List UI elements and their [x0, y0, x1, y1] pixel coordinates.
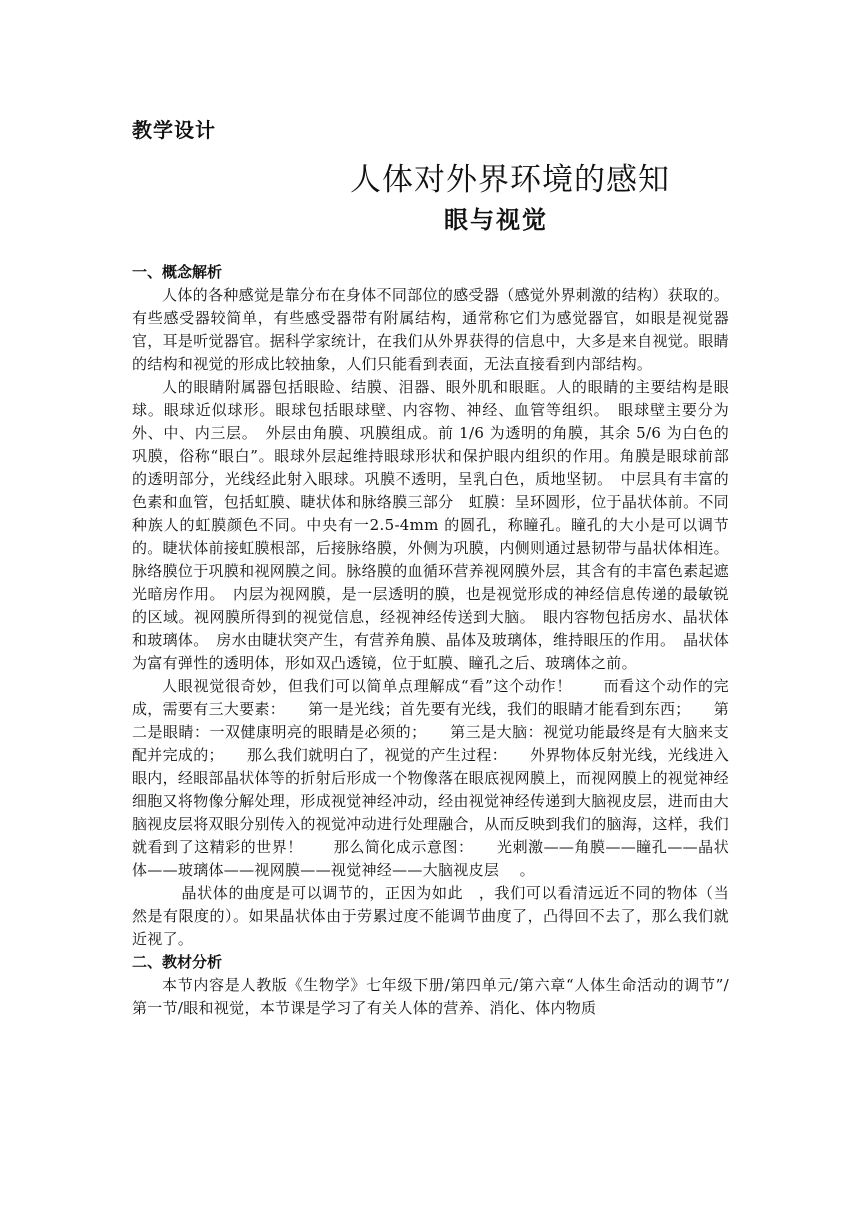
paragraph-eye-structure: 人的眼睛附属器包括眼睑、结膜、泪器、眼外肌和眼眶。人的眼睛的主要结构是眼球。眼球近似球形。眼球包括眼球壁、内容物、神经、血管等组织。 眼球壁主要分为外、中、内三层。 外层由角膜、巩膜组成。前 1/6 为透明的角膜，其余 5/6 为白色的巩膜，俗称“眼白”。眼球外层起维持眼球形状和保护眼内组织的作用。角膜是眼球前部的透明部分，光线经此射入眼球。巩膜不透明，呈乳白色，质地坚韧。 中层具有丰富的色素和血管，包括虹膜、睫状体和脉络膜三部分 虹膜：呈环圆形，位于晶状体前。不同种族人的虹膜颜色不同。中央有一2.5-4mm 的圆孔，称瞳孔。瞳孔的大小是可以调节的。睫状体前接虹膜根部，后接脉络膜，外侧为巩膜，内侧则通过悬韧带与晶状体相连。脉络膜位于巩膜和视网膜之间。脉络膜的血循环营养视网膜外层，其含有的丰富色素起遮光暗房作用。 内层为视网膜，是一层透明的膜，也是视觉形成的神经信息传递的最敏锐的区域。视网膜所得到的视觉信息，经视神经传送到大脑。 眼内容物包括房水、晶状体和玻璃体。 房水由睫状突产生，有营养角膜、晶体及玻璃体，维持眼压的作用。 晶状体为富有弹性的透明体，形如双凸透镜，位于虹膜、瞳孔之后、玻璃体之前。	[132, 378, 730, 672]
document-type-label: 教学设计	[132, 118, 216, 142]
section-heading-textbook: 二、教材分析	[132, 953, 223, 971]
paragraph-lens-curvature: 晶状体的曲度是可以调节的，正因为如此 ，我们可以看清远近不同的物体（当然是有限度的）。如果晶状体由于劳累过度不能调节曲度了，凸得回不去了，那么我们就近视了。	[132, 884, 729, 948]
sub-title: 眼与视觉	[444, 206, 548, 234]
section-heading-concept: 一、概念解析	[132, 263, 223, 281]
main-title: 人体对外界环境的感知	[350, 162, 670, 198]
paragraph-vision-process: 人眼视觉很奇妙，但我们可以简单点理解成“看”这个动作！ 而看这个动作的完成，需要有三大要素： 第一是光线；首先要有光线，我们的眼睛才能看到东西； 第二是眼睛：一双健康明亮的眼睛是必须的； 第三是大脑：视觉功能最终是有大脑来支配并完成的； 那么我们就明白了，视觉的产生过程： 外界物体反射光线，光线进入眼内，经眼部晶状体等的折射后形成一个物像落在眼底视网膜上，而视网膜上的视觉神经细胞又将物像分解处理，形成视觉神经冲动，经由视觉神经传递到大脑视皮层，进而由大脑视皮层将双眼分别传入的视觉冲动进行处理融合，从而反映到我们的脑海，这样，我们就看到了这精彩的世界！ 那么简化成示意图： 光刺激——角膜——瞳孔——晶状体——玻璃体——视网膜——视觉神经——大脑视皮层 。	[132, 677, 730, 879]
document-body	[132, 261, 729, 1020]
paragraph-textbook-analysis: 本节内容是人教版《生物学》七年级下册/第四单元/第六章“人体生命活动的调节”/第一节/眼和视觉，本节课是学习了有关人体的营养、消化、体内物质	[132, 976, 729, 1017]
paragraph-senses: 人体的各种感觉是靠分布在身体不同部位的感受器（感觉外界刺激的结构）获取的。有些感受器较简单，有些感受器带有附属结构，通常称它们为感觉器官，如眼是视觉器官，耳是听觉器官。据科学家统计，在我们从外界获得的信息中，大多是来自视觉。眼睛的结构和视觉的形成比较抽象，人们只能看到表面，无法直接看到内部结构。	[132, 286, 729, 373]
